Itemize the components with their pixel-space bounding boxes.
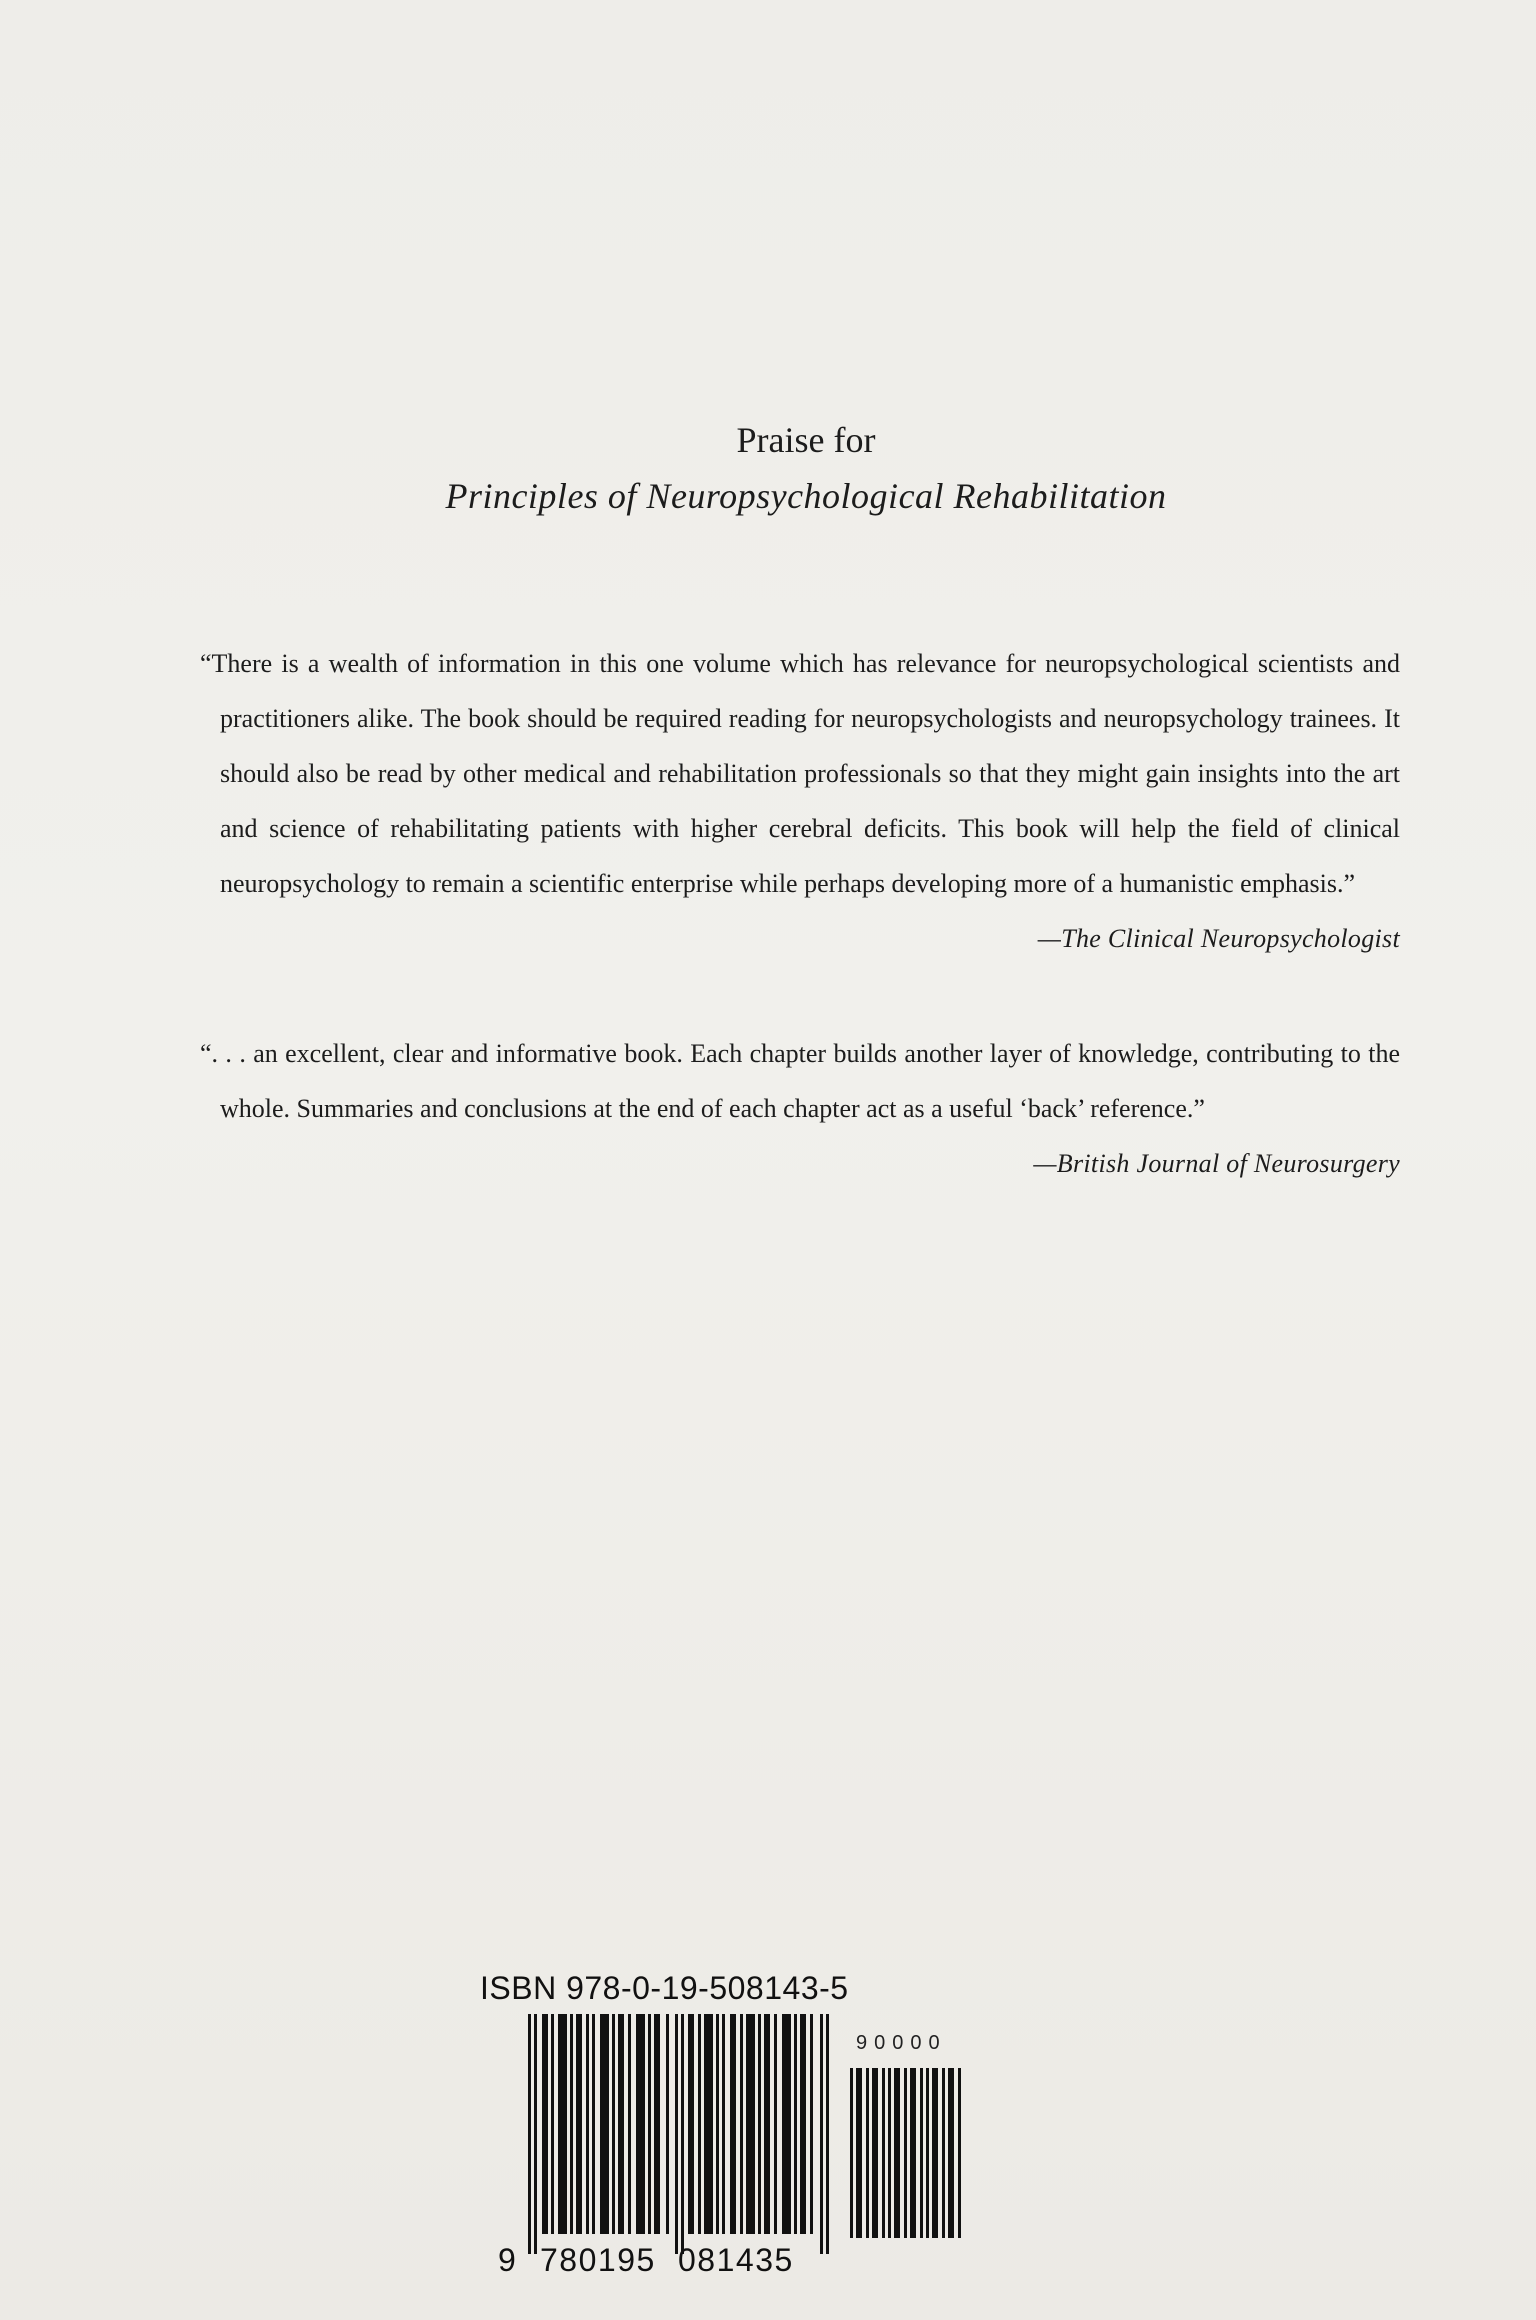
price-addon-barcode-icon [850, 2068, 962, 2238]
barcode-lead-digit: 9 [498, 2242, 516, 2278]
book-title: Principles of Neuropsychological Rehabilitation [445, 476, 1167, 516]
barcode-right-digits: 081435 [678, 2242, 794, 2278]
praise-heading [0, 412, 1536, 524]
review-quote-1 [200, 636, 1400, 966]
review-quote-1-text: “There is a wealth of information in this one volume which has relevance for neuropsychological scientists and practitioners alike. The book should be required reading for neuropsychologists and neuropsychology trainees. It should also be read by other medical and rehabilitation professionals so that they might gain insights into the art and science of rehabilitating patients with higher cerebral deficits. This book will help the field of clinical neuropsychology to remain a scientific enterprise while perhaps developing more of a humanistic emphasis.” —The Clinical Neuropsychologist [200, 636, 1400, 911]
ean13-barcode-icon [528, 2014, 838, 2254]
isbn-barcode [478, 1970, 978, 2300]
isbn-label: ISBN 978-0-19-508143-5 [480, 1970, 849, 2006]
review-quote-2 [200, 1026, 1400, 1191]
review-quote-2-attribution: —British Journal of Neurosurgery [1033, 1149, 1400, 1178]
review-quote-2-text: “. . . an excellent, clear and informative book. Each chapter builds another layer of knowledge, contributing to the whole. Summaries and conclusions at the end of each chapter act as a useful ‘back’ reference.” —British Journal of Neurosurgery [200, 1026, 1400, 1136]
praise-for-label: Praise for [736, 420, 876, 460]
barcode-left-digits: 780195 [540, 2242, 656, 2278]
addon-digits: 90000 [856, 2032, 947, 2054]
review-quote-1-attribution: —The Clinical Neuropsychologist [1037, 924, 1400, 953]
